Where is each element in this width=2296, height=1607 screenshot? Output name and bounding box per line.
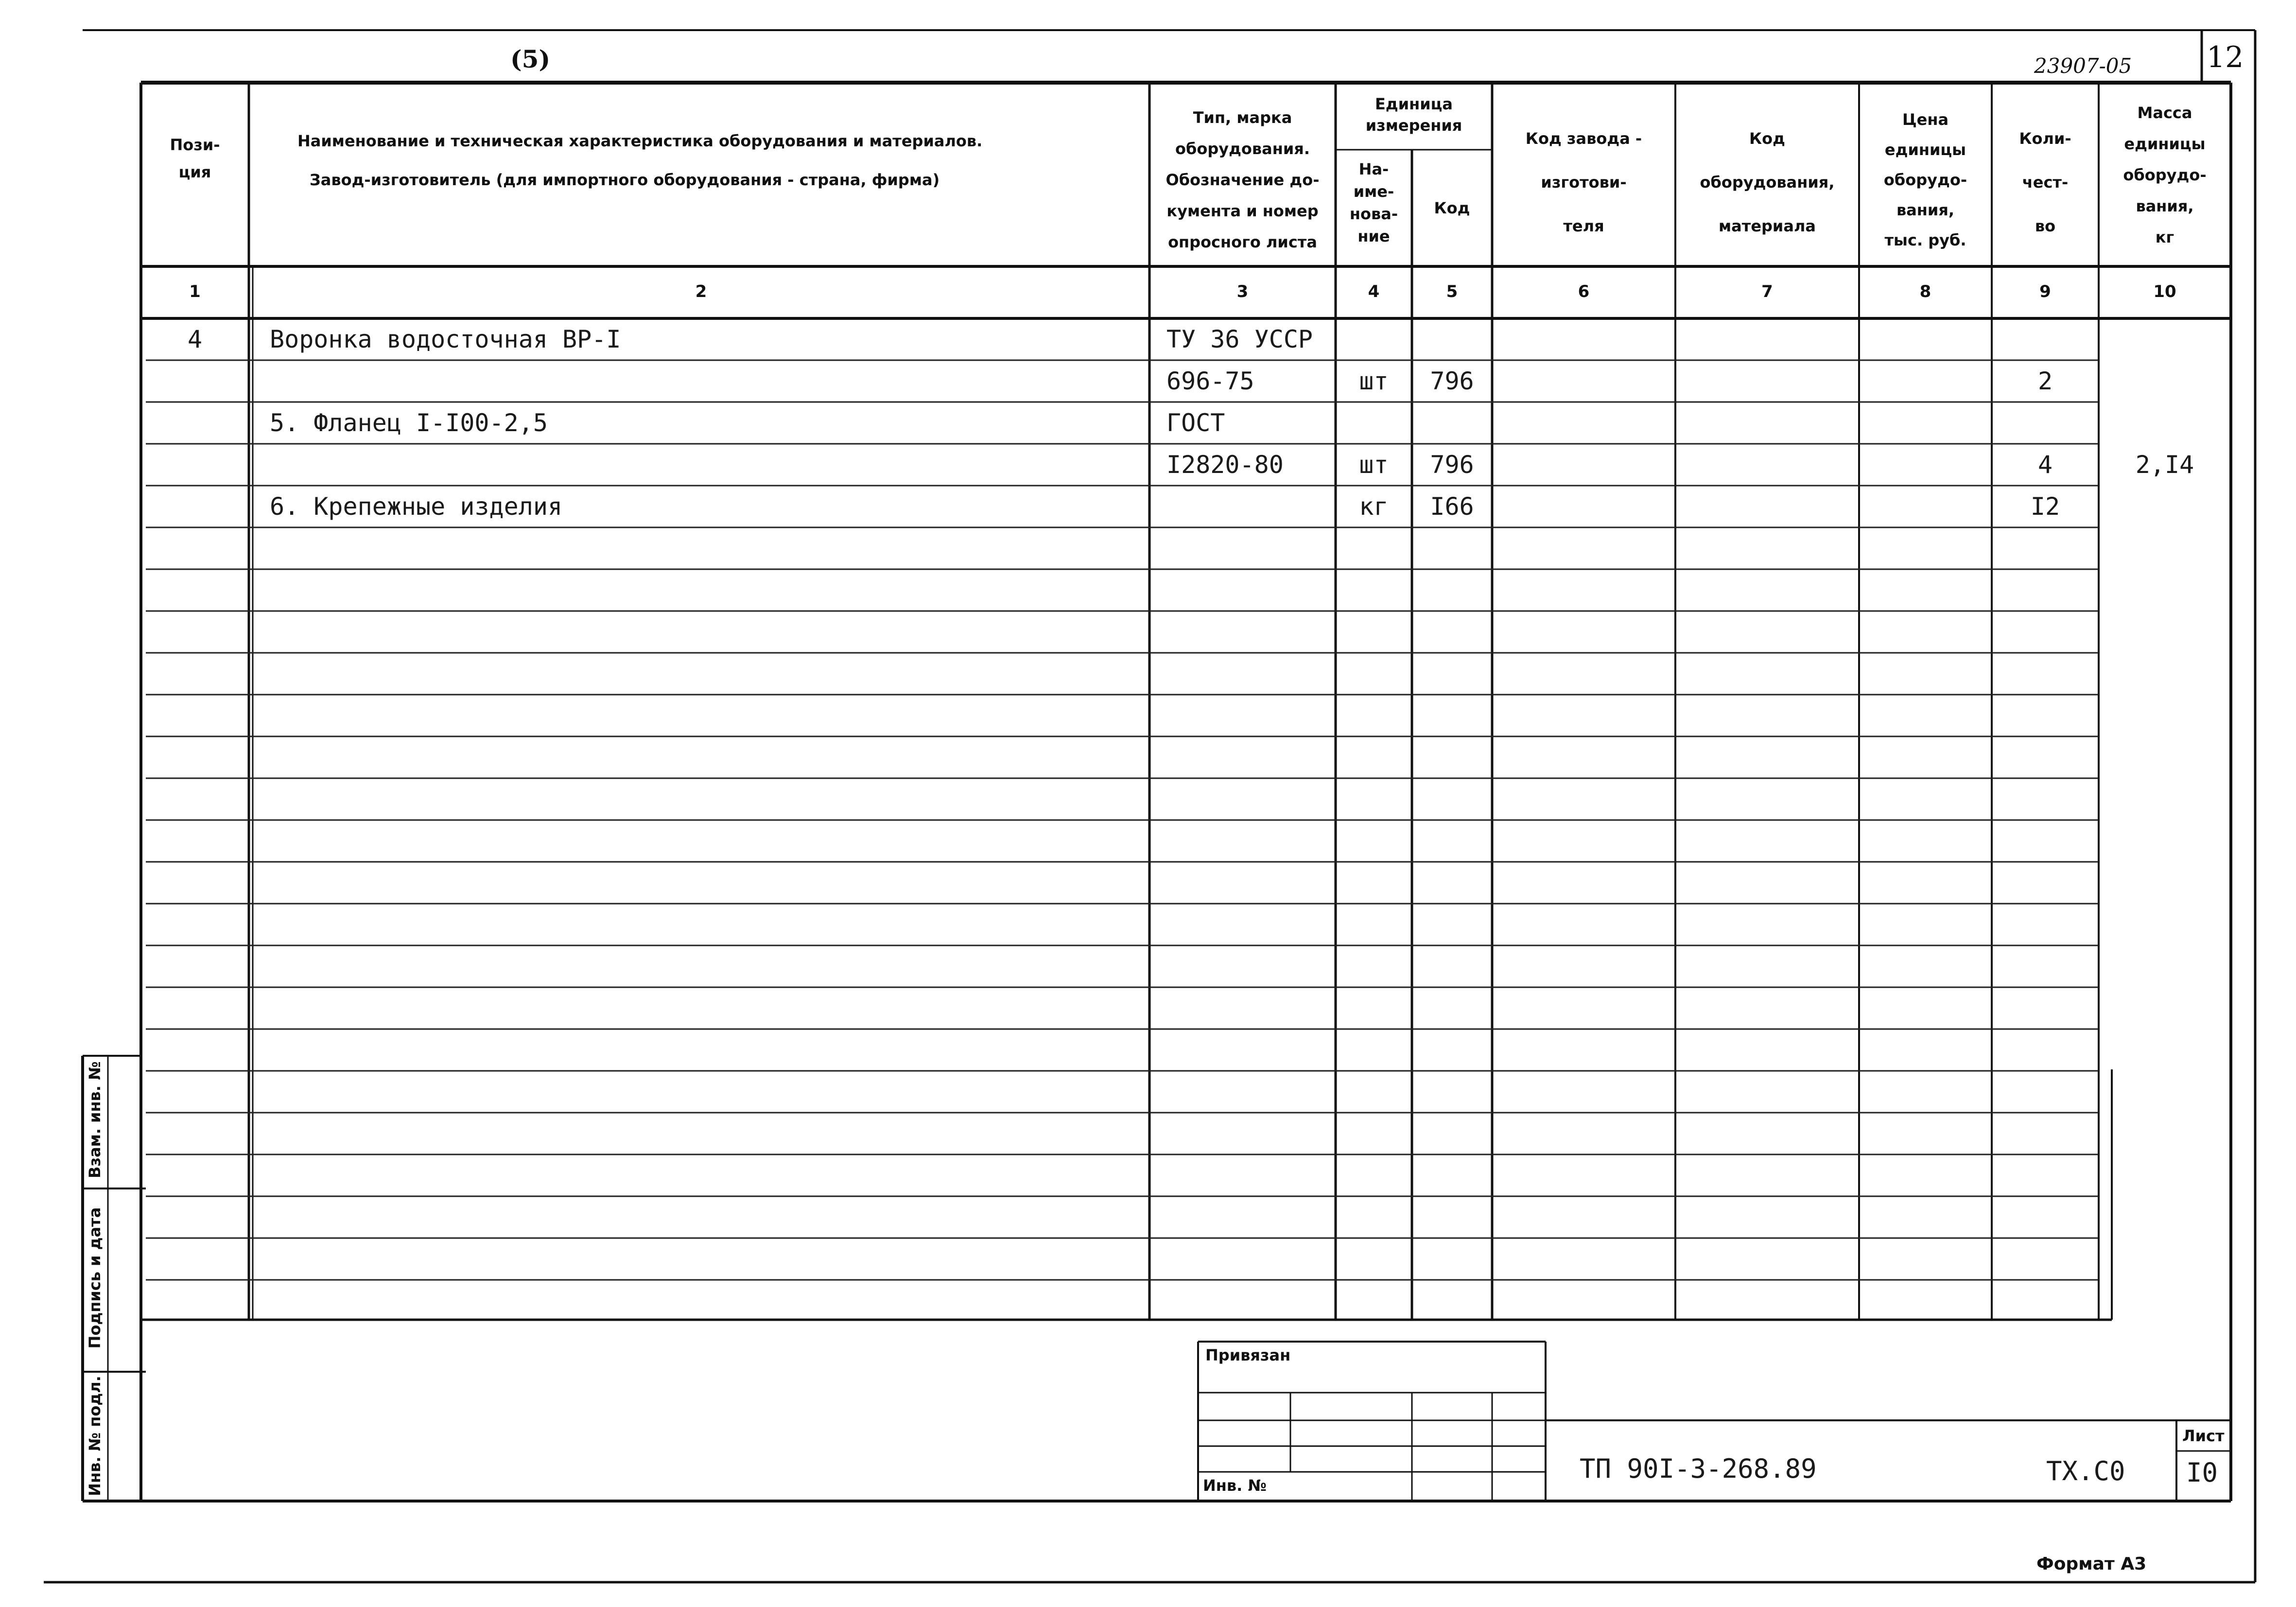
page-corner-number: 12: [2207, 40, 2244, 74]
row-unit-code: I66: [1430, 492, 1474, 521]
row-mass: 2,I4: [2135, 451, 2194, 479]
row-quantity: 4: [2037, 451, 2053, 479]
header-col1: Пози- ция: [170, 136, 220, 181]
column-number-1: 1: [189, 282, 201, 301]
header-col9: Коли- чест- во: [2019, 129, 2071, 235]
row-type-designation: ТУ 36 УССР: [1166, 325, 1313, 353]
row-quantity: 2: [2037, 367, 2053, 395]
row-position: 4: [187, 325, 203, 353]
row-name: Воронка водосточная ВР-I: [270, 325, 621, 353]
row-name: 5. Фланец I-I00-2,5: [270, 409, 548, 437]
side-label-vzam: Взам. инв. №: [86, 1061, 104, 1178]
column-number-8: 8: [1919, 282, 1931, 301]
row-unit-name: шт: [1359, 451, 1389, 479]
row-unit-code: 796: [1430, 451, 1474, 479]
stamp-privyazan: Привязан: [1205, 1346, 1291, 1364]
header-col10: Масса единицы оборудо- вания, кг: [2123, 104, 2207, 246]
row-type-designation: ГОСТ: [1166, 409, 1225, 437]
row-unit-name: шт: [1359, 367, 1389, 395]
column-number-4: 4: [1368, 282, 1380, 301]
doc-number: 23907-05: [2034, 54, 2132, 78]
header-col3: Тип, марка оборудования. Обозначение до- кумента и номер опросного листа: [1165, 108, 1320, 251]
header-col2: Наименование и техническая характеристика оборудования и материалов. Завод-изготовитель (для импортного оборудования - страна, фирма): [297, 132, 983, 189]
format-label: Формат А3: [2036, 1554, 2147, 1574]
stamp-list-label: Лист: [2182, 1427, 2225, 1445]
side-label-podpis: Подпись и дата: [86, 1207, 104, 1349]
column-number-5: 5: [1446, 282, 1458, 301]
column-number-10: 10: [2153, 282, 2176, 301]
stamp-doc-code: ТП 90I-3-268.89: [1580, 1453, 1817, 1484]
top-number: (5): [510, 45, 551, 73]
column-number-2: 2: [695, 282, 707, 301]
row-name: 6. Крепежные изделия: [270, 492, 563, 521]
header-col8: Цена единицы оборудо- вания, тыс. руб.: [1883, 110, 1967, 249]
header-col6: Код завода - изготови- теля: [1525, 129, 1642, 235]
header-col7: Код оборудования, материала: [1700, 129, 1835, 235]
stamp-inv-no: Инв. №: [1203, 1476, 1267, 1495]
row-unit-name: кг: [1359, 492, 1389, 521]
header-unit-group: Единица измерения: [1365, 95, 1462, 135]
header-col4: На- име- нова- ние: [1349, 160, 1398, 245]
stamp-list-number: I0: [2186, 1457, 2218, 1488]
column-number-9: 9: [2039, 282, 2051, 301]
row-type-designation: I2820-80: [1166, 451, 1284, 479]
stamp-section: ТХ.С0: [2046, 1456, 2125, 1486]
column-number-3: 3: [1236, 282, 1249, 301]
column-number-7: 7: [1761, 282, 1773, 301]
column-number-6: 6: [1578, 282, 1590, 301]
header-col5: Код: [1434, 199, 1470, 217]
row-quantity: I2: [2030, 492, 2060, 521]
row-type-designation: 696-75: [1166, 367, 1254, 395]
side-label-inv-podl: Инв. № подл.: [86, 1376, 104, 1496]
row-unit-code: 796: [1430, 367, 1474, 395]
